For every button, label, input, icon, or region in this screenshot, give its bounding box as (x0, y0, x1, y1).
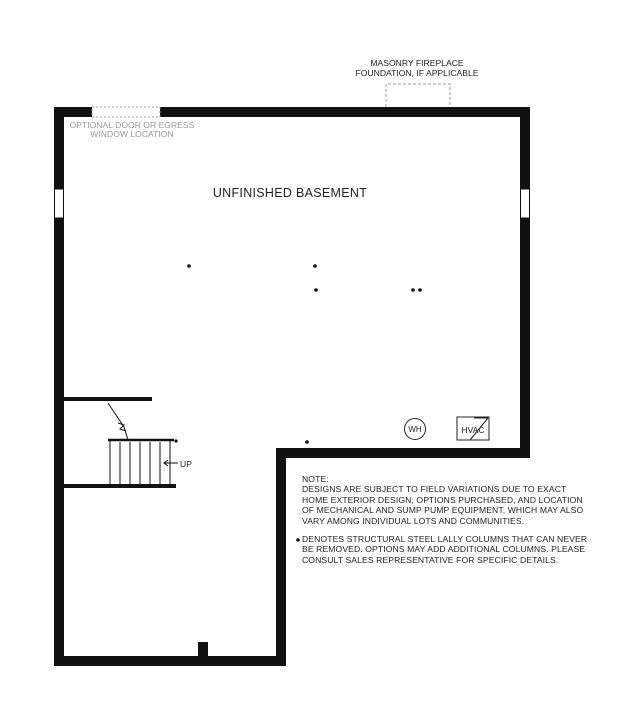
left-window (55, 189, 64, 218)
column (411, 288, 415, 292)
hvac-label: HVAC (461, 425, 485, 435)
note-column-line: DENOTES STRUCTURAL STEEL LALLY COLUMNS THAT CAN NEVER (302, 534, 588, 545)
column (313, 264, 317, 268)
note-column-line: BE REMOVED. OPTIONS MAY ADD ADDITIONAL COLUMNS. PLEASE (302, 544, 586, 555)
fireplace-outline (386, 84, 450, 107)
note-disclaimer-line: HOME EXTERIOR DESIGN, OPTIONS PURCHASED, AND LOCATION (302, 494, 583, 505)
note-disclaimer-line: OF MECHANICAL AND SUMP PUMP EQUIPMENT, WHICH MAY ALSO (302, 505, 584, 516)
stair-wall-bottom (64, 484, 176, 488)
stair-wall-top (64, 397, 152, 401)
right-wall-upper (520, 107, 530, 189)
note-column-line: CONSULT SALES REPRESENTATIVE FOR SPECIFIC DETAILS. (302, 554, 559, 565)
left-wall-lower (54, 218, 64, 666)
right-wall-lower (520, 218, 530, 458)
optional-door-outline (92, 107, 160, 117)
note-disclaimer-line: VARY AMONG INDIVIDUAL LOTS AND COMMUNITIES. (302, 515, 525, 526)
door-label-line1: OPTIONAL DOOR OR EGRESS (69, 120, 195, 130)
legend-column-dot (296, 538, 300, 542)
room-label: UNFINISHED BASEMENT (212, 186, 368, 200)
stair-treads (108, 403, 178, 484)
column (187, 264, 191, 268)
step-wall-vertical (276, 448, 286, 666)
left-wall-upper (54, 107, 64, 189)
bottom-wall-left (54, 656, 208, 666)
fireplace-label-line2: FOUNDATION, IF APPLICABLE (355, 68, 479, 78)
notes-title: NOTE: (302, 474, 329, 484)
step-wall-horizontal (276, 448, 530, 458)
water-heater (405, 419, 426, 440)
stair-column-dot (174, 439, 177, 442)
top-wall (160, 107, 530, 117)
column (314, 288, 318, 292)
note-disclaimer-line: DESIGNS ARE SUBJECT TO FIELD VARIATIONS DUE TO EXACT (302, 484, 567, 495)
fireplace-label-line1: MASONRY FIREPLACE (370, 58, 464, 68)
stairs-up-label: UP (180, 459, 192, 469)
notes (302, 474, 622, 565)
bottom-wall-right (198, 656, 286, 666)
water-heater-label: WH (408, 425, 422, 434)
door-label-line2: WINDOW LOCATION (90, 129, 174, 139)
right-window (521, 189, 530, 218)
column (418, 288, 422, 292)
column (305, 440, 309, 444)
hvac-unit (457, 417, 489, 440)
